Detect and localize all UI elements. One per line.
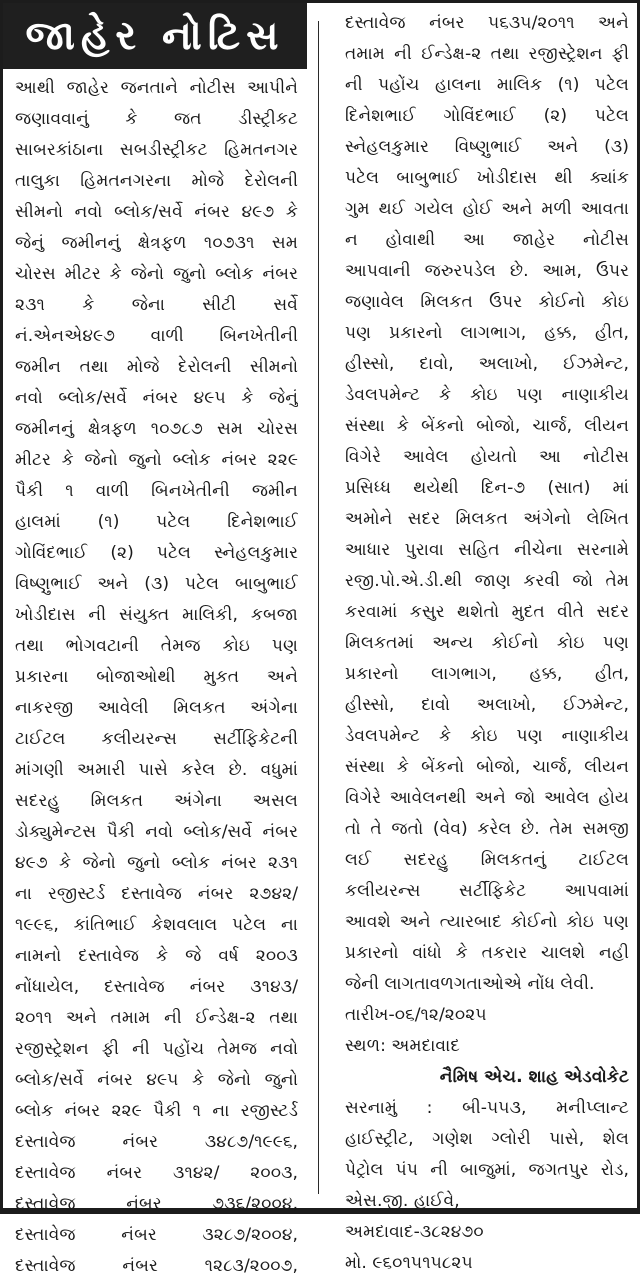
address-line: પેટ્રોલ પંપ ની બાજુમાં, જગતપુર રોડ, <box>345 1160 629 1180</box>
text-line: સદરહુ મિલકત અંગેના અસલ <box>15 791 298 811</box>
text-line: જેની લાગતાવળગતાઓએ નોંધ લેવી. <box>345 974 595 994</box>
text-line: પણ પ્રકારનો લાગભાગ, હક્ક, હીત, <box>345 323 629 343</box>
date-line: તારીખ-૦૬/૧૨/૨૦૨૫ <box>345 1005 487 1025</box>
text-line: આપવાની જરુરપડેલ છે. આમ, ઉપર <box>345 261 629 281</box>
text-line: ન હોવાથી આ જાહેર નોટીસ <box>345 230 629 250</box>
text-line: નામનો દસ્તાવેજ કે જે વર્ષ ૨૦૦૩ <box>15 946 298 966</box>
text-line: સ્નેહલકુમાર વિષ્ણુભાઈ અને (૩) <box>345 137 629 157</box>
notice-title: જાહેર નોટિસ <box>25 13 285 59</box>
text-line: ડેવલપમેન્ટ કે કોઇ પણ નાણાકીય <box>345 385 629 405</box>
text-line: વિષ્ણુભાઈ અને (૩) પટેલ બાબુભાઈ <box>15 574 298 594</box>
text-line: નં.એનએ૪૯૭ વાળી બિનખેતીની <box>15 326 298 346</box>
text-line: જેનું જમીનનું ક્ષેત્રફળ ૧૦૭૩૧ સમ <box>15 233 298 253</box>
text-line: બ્લોક/સર્વે નંબર ૪૯૫ કે જેનો જુનો <box>15 1070 298 1090</box>
text-line: ના રજીસ્ટર્ડ દસ્તાવેજ નંબર ૨૭૪૨/ <box>15 884 298 904</box>
text-line: પ્રકારના બોજાઓથી મુકત અને <box>15 667 298 687</box>
text-line: જમીન તથા મોજે દેરોલની સીમનો <box>15 357 298 377</box>
mobile-number: મો. ૯૬૦૧૫૧૫૮૨૫ <box>345 1253 473 1273</box>
text-line: તમામ ની ઈન્ડેક્ષ-૨ તથા રજીસ્ટ્રેશન ફી <box>345 44 629 64</box>
text-line: ૧૯૯૬, કાંતિભાઈ કેશવલાલ પટેલ ના <box>15 915 298 935</box>
text-line: દિનેશભાઈ ગોવિંદભાઈ (૨) પટેલ <box>345 106 629 126</box>
text-line: ૪૯૭ કે જેનો જુનો બ્લોક નંબર ૨૩૧ <box>15 853 298 873</box>
text-line: મિલકતમાં અન્ય કોઈનો કોઇ પણ <box>345 633 629 653</box>
text-line: આધાર પુરાવા સહિત નીચેના સરનામે <box>345 540 629 560</box>
address-city-pin: અમદાવાદ-૩૮૨૪૭૦ <box>345 1222 484 1242</box>
text-line: બ્લોક નંબર ૨૨૯ પૈકી ૧ ના રજીસ્ટર્ડ <box>15 1101 298 1121</box>
text-line: પ્રકારનો વાંધો કે તકરાર ચાલશે નહી <box>345 943 629 963</box>
text-line: ગુમ થઈ ગયેલ હોઈ અને મળી આવતા <box>345 199 629 219</box>
text-line: ડેવલપમેન્ટ કે કોઇ પણ નાણાકીય <box>345 726 629 746</box>
text-line: સીમનો નવો બ્લોક/સર્વે નંબર ૪૯૭ કે <box>15 202 298 222</box>
text-line: ખોડીદાસ ની સંયુક્ત માલિકી, કબજા <box>15 605 298 625</box>
text-line: આથી જાહેર જનતાને નોટીસ આપીને <box>15 78 298 98</box>
text-line: હીસ્સો, દાવો, અલાખો, ઈઝમેન્ટ, <box>345 354 629 374</box>
text-line: મીટર કે જેનો જુનો બ્લોક નંબર ૨૨૯ <box>15 450 298 470</box>
text-line: વિગેરે આવેલનથી અને જો આવેલ હોય <box>345 788 629 808</box>
left-column <box>15 73 298 1282</box>
text-line: દસ્તાવેજ નંબર ૭૩૬/૨૦૦૪, <box>15 1194 298 1214</box>
text-line: ગોવિંદભાઈ (૨) પટેલ સ્નેહલકુમાર <box>15 543 298 563</box>
text-line: દસ્તાવેજ નંબર ૫૬૩૫/૨૦૧૧ અને <box>345 13 629 33</box>
text-line: ચોરસ મીટર કે જેનો જુનો બ્લોક નંબર <box>15 264 298 284</box>
text-line: પટેલ બાબુભાઈ ખોડીદાસ થી ક્યાંક <box>345 168 629 188</box>
title-banner <box>3 3 307 69</box>
text-line: દસ્તાવેજ નંબર ૩૧૪૨/ ૨૦૦૩, <box>15 1163 298 1183</box>
text-line: તો તે જતો (વેવ) કરેલ છે. તેમ સમજી <box>345 819 629 839</box>
text-line: પ્રકારનો લાગભાગ, હક્ક, હીત, <box>345 664 629 684</box>
text-line: જણાવેલ મિલકત ઉપર કોઈનો કોઇ <box>345 292 629 312</box>
text-line: દસ્તાવેજ નંબર ૩૪૮૭/૧૯૯૬, <box>15 1132 298 1152</box>
text-line: કલીયરન્સ સર્ટીફિકેટ આપવામાં <box>345 881 629 901</box>
address-line: હાઈસ્ટ્રીટ, ગણેશ ગ્લોરી પાસે, શેલ <box>345 1129 629 1149</box>
text-line: જણાવવાનું કે જત ડીસ્ટ્રીકટ <box>15 109 298 129</box>
text-line: જમીનનું ક્ષેત્રફળ ૧૦૭૮૭ સમ ચોરસ <box>15 419 298 439</box>
text-line: ની પહોંચ હાલના માલિક (૧) પટેલ <box>345 75 629 95</box>
text-line: હીસ્સો, દાવો અલાખો, ઈઝમેન્ટ, <box>345 695 629 715</box>
text-line: આવશે અને ત્યારબાદ કોઈનો કોઇ પણ <box>345 912 629 932</box>
text-line: સાબરકાંઠાના સબડીસ્ટ્રીકટ હિમતનગર <box>15 140 298 160</box>
text-line: તાલુકા હિમતનગરના મોજે દેરોલની <box>15 171 298 191</box>
text-line: રજીસ્ટ્રેશન ફી ની પહોંચ તેમજ નવો <box>15 1039 298 1059</box>
text-line: કરવામાં કસુર થશેતો મુદત વીતે સદર <box>345 602 629 622</box>
text-line: માંગણી અમારી પાસે કરેલ છે. વધુમાં <box>15 760 298 780</box>
text-line: અમોને સદર મિલકત અંગેનો લેખિત <box>345 509 629 529</box>
address-line: એસ.જી. હાઈવે, <box>345 1191 460 1211</box>
text-line: ૨૦૧૧ અને તમામ ની ઈન્ડેક્ષ-૨ તથા <box>15 1008 298 1028</box>
text-line: ટાઈટલ કલીયરન્સ સર્ટીફિકેટની <box>15 729 298 749</box>
text-line: પ્રસિધ્ધ થયેથી દિન-૭ (સાત) માં <box>345 478 629 498</box>
text-line: ડોક્યુમેન્ટસ પૈકી નવો બ્લોક/સર્વે નંબર <box>15 822 298 842</box>
text-line: નવો બ્લોક/સર્વે નંબર ૪૯૫ કે જેનું <box>15 388 298 408</box>
place-line: સ્થળ: અમદાવાદ <box>345 1036 460 1056</box>
text-line: દસ્તાવેજ નંબર ૩૨૮૭/૨૦૦૪, <box>15 1225 298 1245</box>
text-line: સંસ્થા કે બેંકનો બોજો, ચાર્જ, લીયન <box>345 757 629 777</box>
address-line: સરનામું : બી-૫૫૩, મનીપ્લાન્ટ <box>345 1098 629 1118</box>
text-line: હાલમાં (૧) પટેલ દિનેશભાઈ <box>15 512 298 532</box>
column-divider <box>318 21 319 1194</box>
text-line: સંસ્થા કે બેંકનો બોજો, ચાર્જ, લીયન <box>345 416 629 436</box>
text-line: ૨૩૧ કે જેના સીટી સર્વે <box>15 295 298 315</box>
text-line: વિગેરે આવેલ હોયતો આ નોટીસ <box>345 447 629 467</box>
text-line: દસ્તાવેજ નંબર ૧૨૮૩/૨૦૦૭, <box>15 1256 298 1276</box>
text-line: તથા ભોગવટાની તેમજ કોઇ પણ <box>15 636 298 656</box>
right-column <box>345 8 629 1279</box>
text-line: લઈ સદરહુ મિલકતનું ટાઈટલ <box>345 850 629 870</box>
signatory-name: નૈમિષ એચ. શાહ એડવોકેટ <box>439 1067 629 1087</box>
text-line: નાકરજી આવેલી મિલકત અંગેના <box>15 698 298 718</box>
text-line: નોંધાયેલ, દસ્તાવેજ નંબર ૩૧૪૩/ <box>15 977 298 997</box>
text-line: પૈકી ૧ વાળી બિનખેતીની જમીન <box>15 481 298 501</box>
text-line: રજી.પો.એ.ડી.થી જાણ કરવી જો તેમ <box>345 571 629 591</box>
